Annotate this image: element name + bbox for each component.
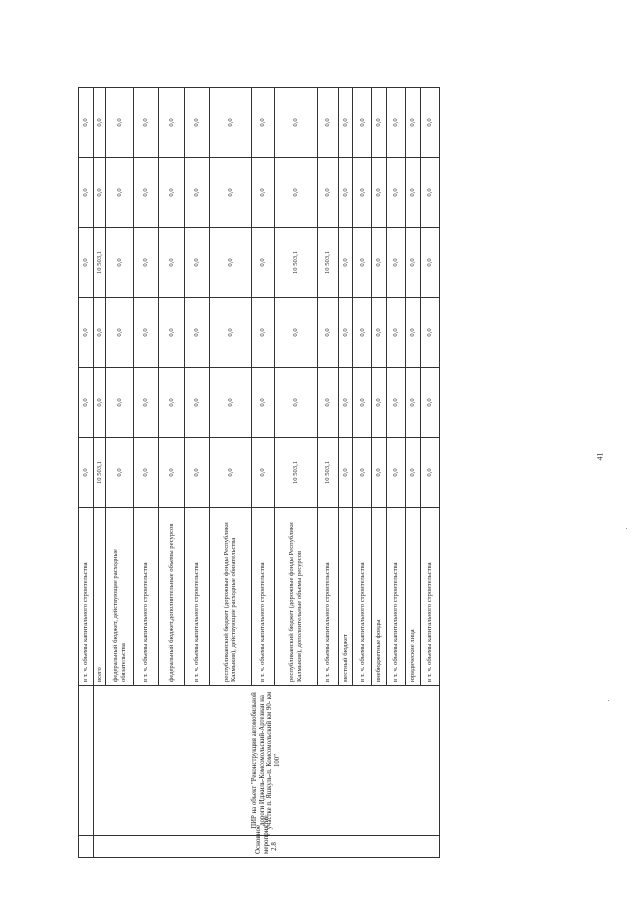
value-cell: 0,0: [79, 228, 94, 298]
value-cell: 10 503,1: [275, 228, 317, 298]
value-cell: 0,0: [372, 158, 387, 228]
value-cell: 0,0: [184, 298, 209, 368]
value-cell: 0,0: [184, 158, 209, 228]
value-cell: 0,0: [338, 438, 353, 508]
value-cell: 0,0: [106, 438, 133, 508]
row-label: внебюджетные фонды: [372, 508, 387, 686]
value-cell: 10 503,1: [275, 438, 317, 508]
value-cell: 0,0: [420, 158, 439, 228]
value-cell: 0,0: [252, 228, 275, 298]
value-cell: 0,0: [420, 228, 439, 298]
row-label: федеральный бюджет, действующие расходные обязательства: [106, 508, 133, 686]
row-label: в т. ч. объемы капитального строительства: [133, 508, 158, 686]
value-cell: 0,0: [252, 368, 275, 438]
row-label: юридические лица: [406, 508, 421, 686]
value-cell: 0,0: [406, 158, 421, 228]
value-cell: 0,0: [275, 158, 317, 228]
value-cell: 0,0: [275, 88, 317, 158]
value-cell: 0,0: [184, 228, 209, 298]
row-label: всего: [93, 508, 106, 686]
value-cell: 0,0: [159, 88, 184, 158]
value-cell: 0,0: [159, 368, 184, 438]
value-cell: 0,0: [387, 228, 406, 298]
value-cell: 0,0: [133, 88, 158, 158]
row-label: местный бюджет: [338, 508, 353, 686]
value-cell: 0,0: [159, 298, 184, 368]
value-cell: 0,0: [133, 438, 158, 508]
value-cell: 10 503,1: [93, 228, 106, 298]
value-cell: 0,0: [159, 158, 184, 228]
value-cell: 0,0: [338, 298, 353, 368]
value-cell: 0,0: [387, 158, 406, 228]
value-cell: 0,0: [420, 368, 439, 438]
value-cell: 0,0: [79, 368, 94, 438]
value-cell: 0,0: [209, 368, 251, 438]
value-cell: 0,0: [184, 368, 209, 438]
value-cell: 0,0: [184, 88, 209, 158]
value-cell: 0,0: [353, 228, 372, 298]
value-cell: 0,0: [209, 298, 251, 368]
value-cell: 0,0: [252, 88, 275, 158]
value-cell: 0,0: [252, 298, 275, 368]
value-cell: 0,0: [209, 158, 251, 228]
value-cell: 0,0: [79, 298, 94, 368]
value-cell: 0,0: [372, 438, 387, 508]
value-cell: 0,0: [387, 368, 406, 438]
value-cell: 0,0: [372, 228, 387, 298]
value-cell: 0,0: [133, 368, 158, 438]
value-cell: 0,0: [209, 228, 251, 298]
value-cell: 0,0: [106, 88, 133, 158]
value-cell: 0,0: [317, 88, 338, 158]
value-cell: 0,0: [133, 298, 158, 368]
row-label: в т. ч. объемы капитального строительства: [184, 508, 209, 686]
budget-table: [78, 87, 440, 858]
value-cell: 0,0: [159, 438, 184, 508]
rotated-table: [78, 88, 440, 858]
event-cell: Основное мероприятие 2.8: [93, 836, 439, 858]
table-row: [93, 88, 106, 858]
value-cell: 0,0: [406, 438, 421, 508]
empty-cell: [79, 836, 94, 858]
value-cell: 0,0: [133, 228, 158, 298]
value-cell: 0,0: [93, 368, 106, 438]
value-cell: 0,0: [372, 88, 387, 158]
value-cell: 0,0: [93, 158, 106, 228]
value-cell: 0,0: [353, 298, 372, 368]
row-label: федеральный бюджет,дополнительные объемы ресурсов: [159, 508, 184, 686]
value-cell: 0,0: [93, 88, 106, 158]
row-label: в т. ч. объемы капитального строительства: [387, 508, 406, 686]
value-cell: 0,0: [338, 368, 353, 438]
value-cell: 0,0: [275, 298, 317, 368]
value-cell: 0,0: [317, 158, 338, 228]
row-label: в т. ч. объемы капитального строительства: [353, 508, 372, 686]
value-cell: 0,0: [275, 368, 317, 438]
value-cell: 0,0: [406, 228, 421, 298]
row-label: в т. ч. объемы капитального строительства: [420, 508, 439, 686]
value-cell: 0,0: [406, 368, 421, 438]
value-cell: 0,0: [338, 158, 353, 228]
value-cell: 0,0: [420, 438, 439, 508]
value-cell: 10 503,1: [317, 228, 338, 298]
scan-speck: [608, 700, 609, 701]
value-cell: 0,0: [420, 298, 439, 368]
value-cell: 0,0: [353, 368, 372, 438]
value-cell: 0,0: [184, 438, 209, 508]
value-cell: 0,0: [317, 368, 338, 438]
value-cell: 0,0: [159, 228, 184, 298]
value-cell: 0,0: [79, 158, 94, 228]
row-label: в т. ч. объемы капитального строительства: [252, 508, 275, 686]
value-cell: 0,0: [79, 88, 94, 158]
value-cell: 0,0: [387, 298, 406, 368]
scan-speck: [626, 528, 627, 529]
empty-cell: [79, 686, 94, 836]
value-cell: 0,0: [372, 298, 387, 368]
value-cell: 0,0: [106, 228, 133, 298]
value-cell: 0,0: [338, 228, 353, 298]
value-cell: 0,0: [209, 438, 251, 508]
value-cell: 0,0: [133, 158, 158, 228]
table-row: [79, 88, 94, 858]
value-cell: 0,0: [420, 88, 439, 158]
value-cell: 0,0: [406, 88, 421, 158]
value-cell: 0,0: [252, 158, 275, 228]
value-cell: 10 503,1: [317, 438, 338, 508]
value-cell: 0,0: [353, 88, 372, 158]
value-cell: 0,0: [317, 298, 338, 368]
value-cell: 0,0: [209, 88, 251, 158]
row-label: в т. ч. объемы капитального строительства: [317, 508, 338, 686]
value-cell: 0,0: [252, 438, 275, 508]
object-cell: ПИР на объект "Реконструкция автомобильной дороги Иджиль-Комсомольский-Артезиан на участке п. Яшкуль-п. Комсомольский км 90- км 100": [93, 686, 439, 836]
value-cell: 0,0: [387, 88, 406, 158]
row-label: республиканский бюджет (дорожные фонды Республики Калмыкия), действующие расходные обязательства: [209, 508, 251, 686]
value-cell: 0,0: [353, 158, 372, 228]
value-cell: 0,0: [387, 438, 406, 508]
row-label: республиканский бюджет (дорожные фонды Республики Калмыкия), дополнительные объемы ресурсов: [275, 508, 317, 686]
value-cell: 0,0: [353, 438, 372, 508]
value-cell: 0,0: [79, 438, 94, 508]
value-cell: 0,0: [106, 368, 133, 438]
value-cell: 0,0: [372, 368, 387, 438]
page-number: 41: [595, 452, 605, 461]
value-cell: 0,0: [106, 298, 133, 368]
value-cell: 0,0: [406, 298, 421, 368]
value-cell: 0,0: [338, 88, 353, 158]
value-cell: 0,0: [93, 298, 106, 368]
value-cell: 0,0: [106, 158, 133, 228]
value-cell: 10 503,1: [93, 438, 106, 508]
row-label: в т. ч. объемы капитального строительства: [79, 508, 94, 686]
